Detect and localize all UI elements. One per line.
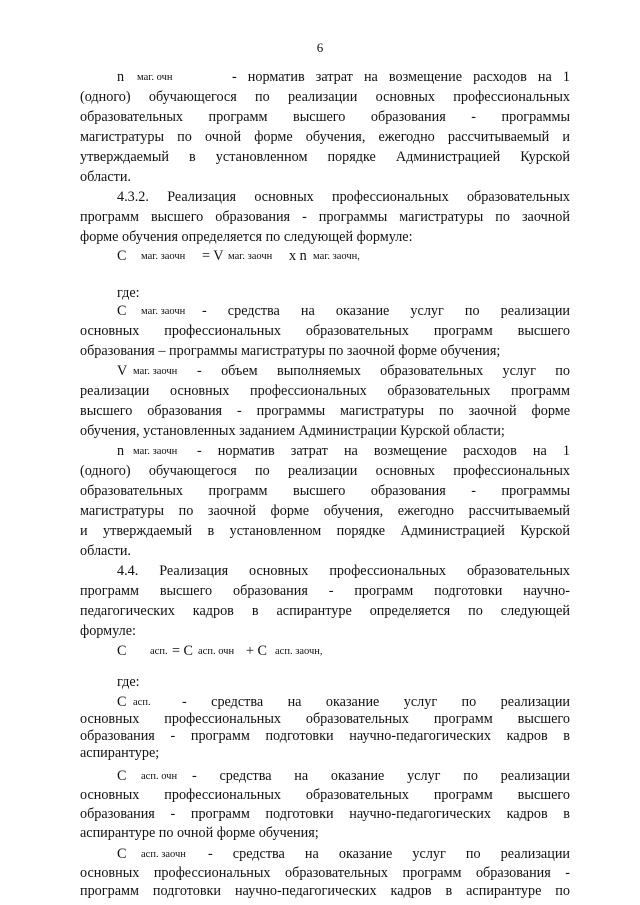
formula-subscript: маг. заочн [228,251,273,262]
text-line: образования - программ подготовки научно-педагогических кадров в [80,728,570,744]
text-line: обучения, установленных заданием Администрации Курской области; [80,423,505,439]
formula-symbol-c: С [117,846,127,862]
text-line: образования – программы магистратуры по заочной форме обучения; [80,343,501,359]
text-line: образовательных программ высшего образования - программы [80,109,570,125]
text-line: аспирантуре по очной форме обучения; [80,825,319,841]
formula-subscript: маг. заочн [141,306,186,317]
formula-subscript: асп. заочн [141,849,186,860]
formula-symbol-n: n [117,443,125,459]
text-line: области. [80,543,131,559]
text-line: (одного) обучающегося по реализации основных профессиональных [80,463,570,479]
text-line: (одного) обучающегося по реализации основных профессиональных [80,89,570,105]
where-label: где: [117,285,140,301]
formula-symbol-c: С [117,694,127,710]
formula-symbol-v: V [117,363,128,379]
formula-subscript: асп. [150,646,168,657]
text-line: - норматив затрат на возмещение расходов на 1 [197,443,570,459]
formula-equals-c: = С [172,643,194,659]
formula-plus-c: + С [246,643,268,659]
formula-subscript: маг. заочн [133,446,178,457]
section-heading-line: 4.4. Реализация основных профессиональных образовательных [117,563,570,579]
text-line: педагогических кадров в аспирантуре определяется по следующей [80,603,570,619]
formula-subscript: асп. заочн, [275,646,323,657]
text-line: высшего образования - программы магистратуры по заочной форме [80,403,570,419]
formula-subscript: асп. очн [198,646,235,657]
text-line: - объем выполняемых образовательных услуг по [197,363,570,379]
section-heading-line: 4.3.2. Реализация основных профессиональных образовательных [117,189,570,205]
text-line: программ высшего образования - программы магистратуры по заочной [80,209,570,225]
text-line: - норматив затрат на возмещение расходов на 1 [232,69,570,85]
formula-subscript: маг. очн [137,72,173,83]
text-line: образовательных программ высшего образования - программы [80,483,570,499]
text-line: - средства на оказание услуг по реализации [202,303,570,319]
text-line: - средства на оказание услуг по реализации [192,768,570,784]
text-line: форме обучения определяется по следующей формуле: [80,229,413,245]
text-line: - средства на оказание услуг по реализации [182,694,570,710]
formula-symbol-c: С [117,303,127,319]
formula-c: С [117,643,127,659]
text-line: аспирантуре; [80,745,160,761]
text-line: образования - программ подготовки научно-педагогических кадров в [80,806,570,822]
text-line: реализации основных профессиональных образовательных программ [80,383,570,399]
text-line: формуле: [80,623,136,639]
text-line: утверждаемый в установленном порядке Администрацией Курской [80,149,570,165]
formula-subscript: маг. заочн [141,251,186,262]
formula-subscript: маг. заочн [133,366,178,377]
page-number: 6 [316,40,324,55]
text-line: основных профессиональных образовательных программ высшего [80,787,570,803]
formula-subscript: асп. очн [141,771,178,782]
text-line: основных профессиональных образовательных программ высшего [80,711,570,727]
text-line: и утверждаемый в установленном порядке Администрацией Курской [80,523,570,539]
text-line: области. [80,169,131,185]
formula-symbol-n: n [117,69,125,85]
text-line: основных профессиональных образовательных программ образования - [80,865,570,881]
formula-subscript: маг. заочн, [313,251,360,262]
where-label: где: [117,674,140,690]
text-line: магистратуры по очной форме обучения, ежегодно рассчитываемый и [80,129,570,145]
formula-c: С [117,248,127,264]
text-line: основных профессиональных образовательных программ высшего [80,323,570,339]
text-line: магистратуры по заочной форме обучения, ежегодно рассчитываемый [80,503,570,519]
text-line: программ высшего образования - программ подготовки научно- [80,583,570,599]
text-line: - средства на оказание услуг по реализации [208,846,570,862]
text-line: программ подготовки научно-педагогических кадров в аспирантуре по [80,883,570,899]
formula-subscript: асп. [133,697,151,708]
formula-symbol-c: С [117,768,127,784]
formula-times-n: х n [289,248,307,264]
formula-equals-v: = V [202,248,224,264]
